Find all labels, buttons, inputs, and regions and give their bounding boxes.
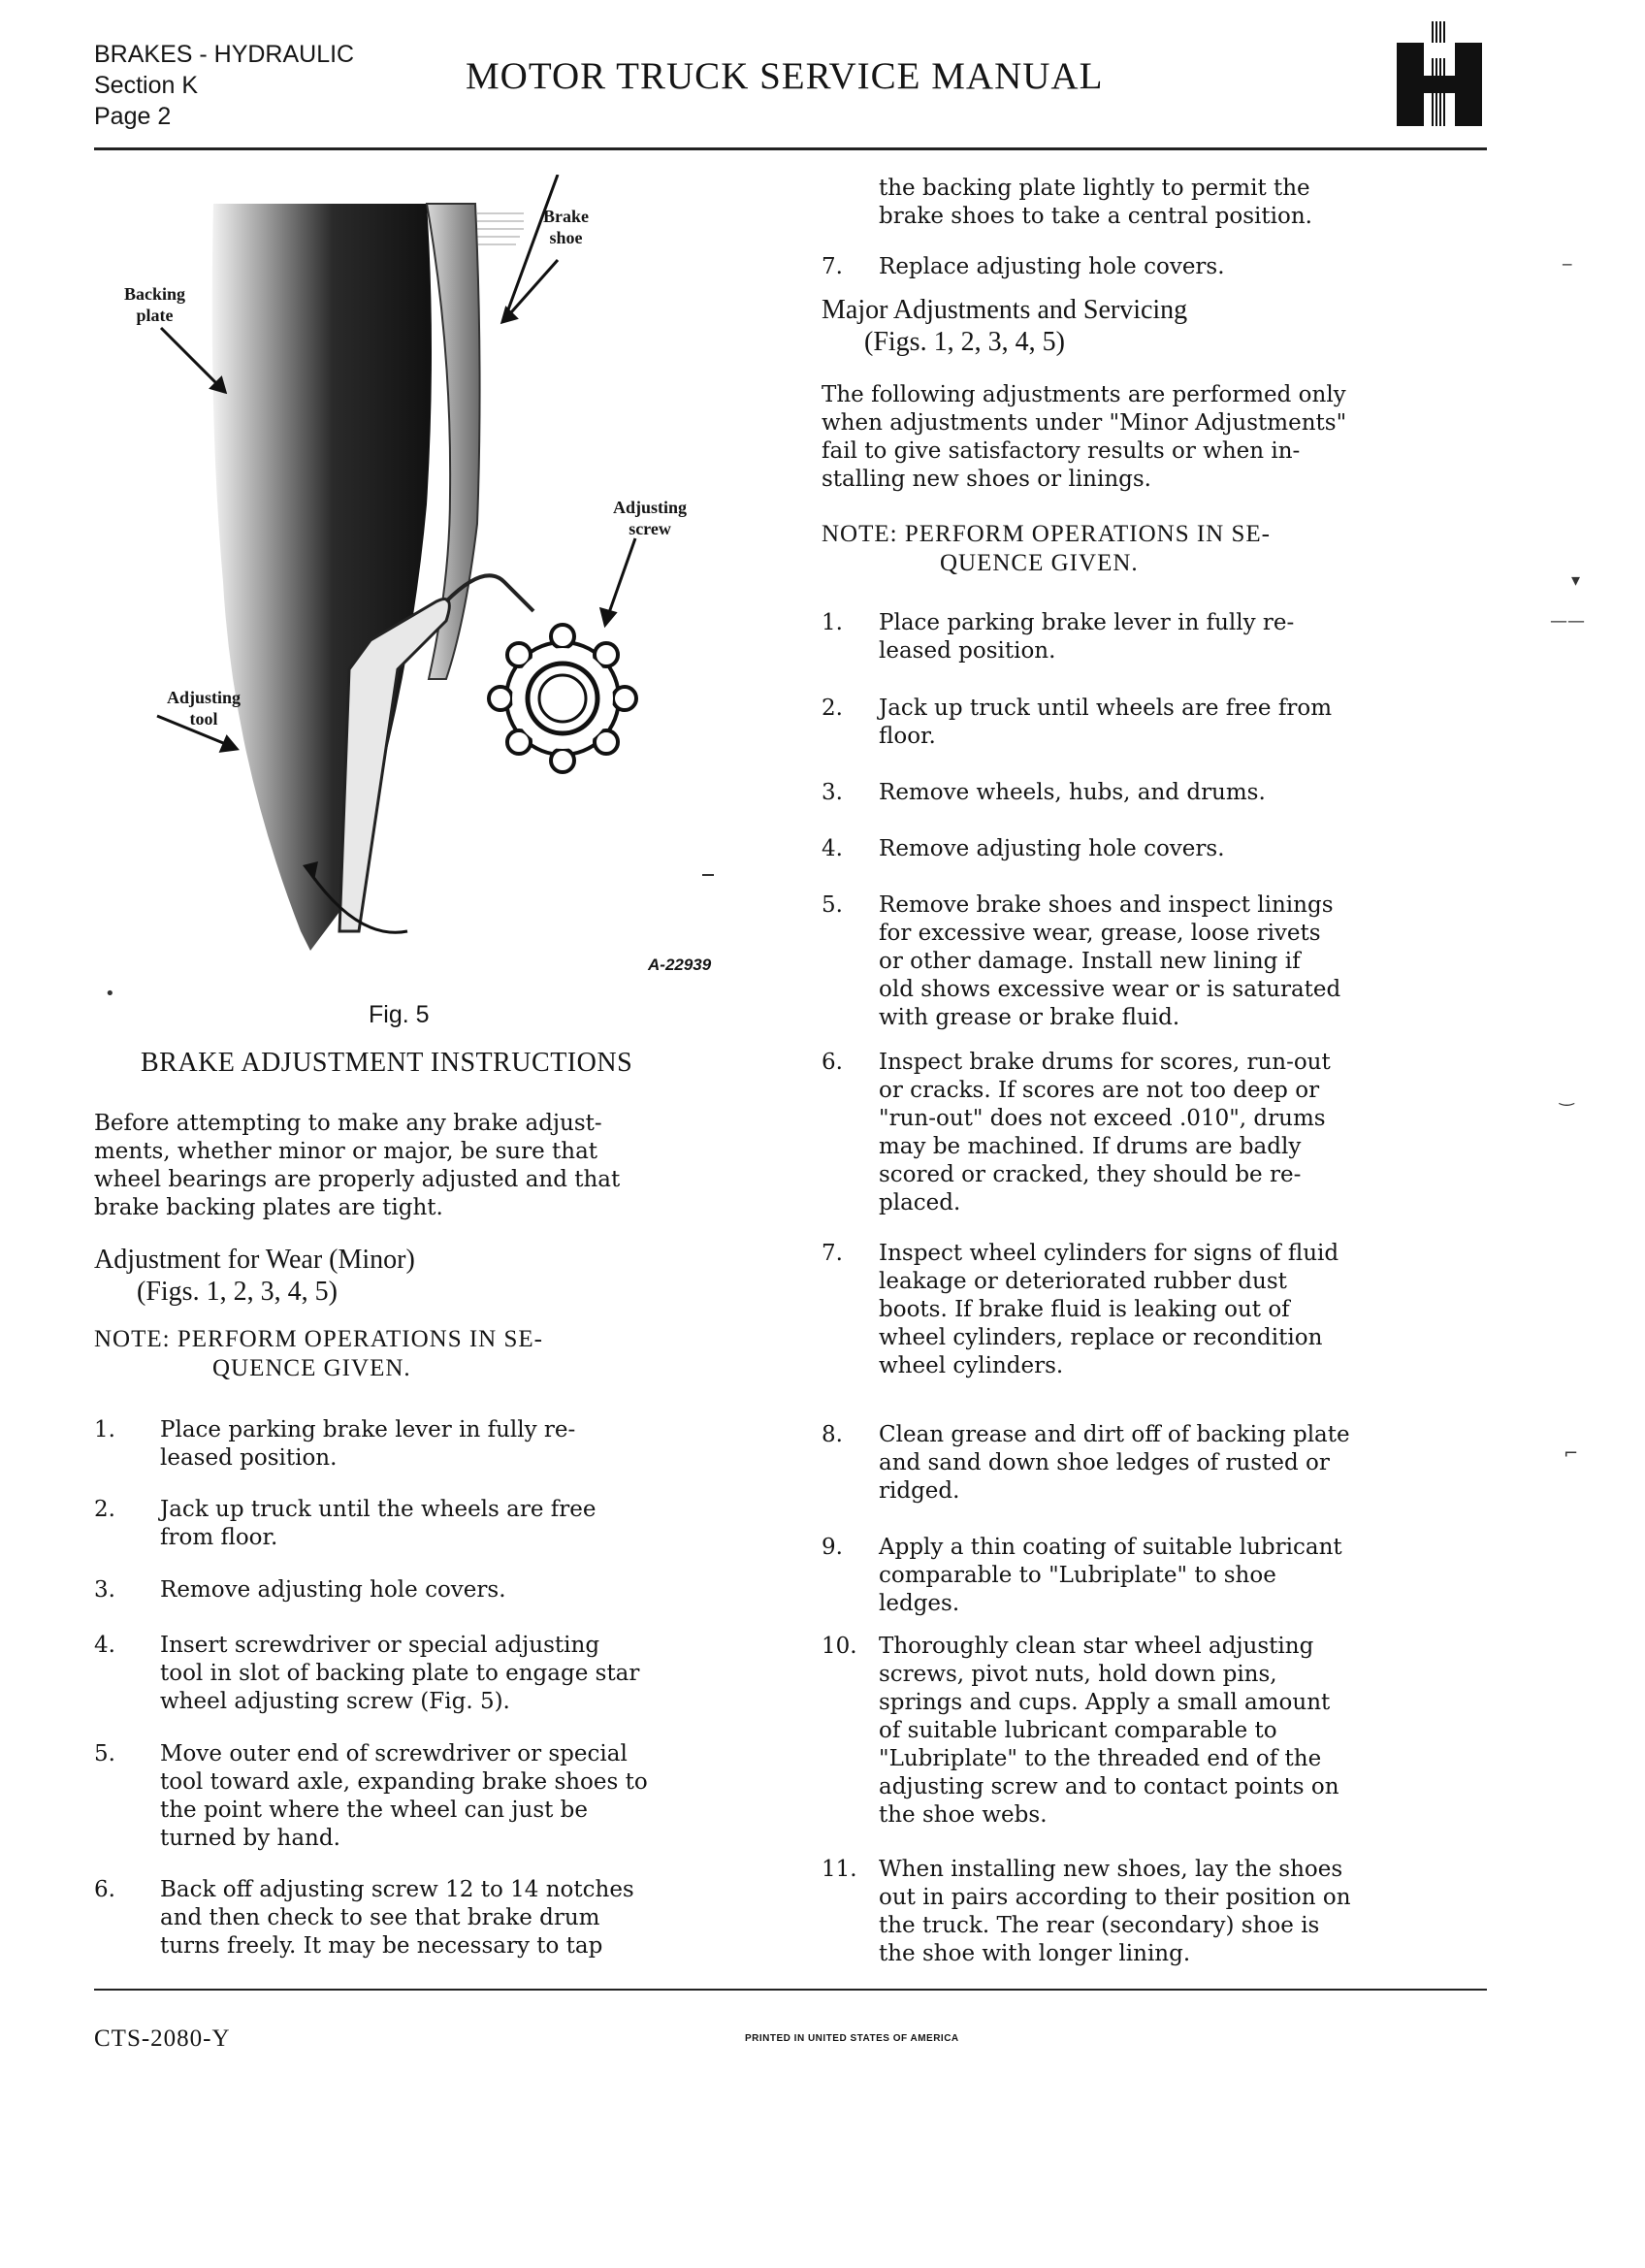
major-adjustment-subhead: Major Adjustments and Servicing (Figs. 1, 2, 3, 4, 5) (822, 295, 1188, 357)
step-line: from floor. (160, 1525, 278, 1550)
step-line: Jack up truck until wheels are free from (879, 696, 1333, 721)
right-continuation: the backing plate lightly to permit the brake shoes to take a central position. (879, 176, 1312, 229)
step-line: and then check to see that brake drum (160, 1905, 600, 1930)
step-text (879, 779, 1266, 807)
step-line: leased position. (879, 638, 1056, 664)
step-number: 2. (94, 1497, 115, 1522)
step-line: the truck. The rear (secondary) shoe is (879, 1913, 1320, 1938)
step-text (879, 609, 1294, 665)
step-line: or other damage. Install new lining if (879, 949, 1301, 974)
left-intro: Before attempting to make any brake adjust- ments, whether minor or major, be sure that wheel bearings are properly adjusted and that brake backing plates are tight. (94, 1111, 621, 1220)
step-number: 1. (94, 1417, 115, 1442)
step-line: Place parking brake lever in fully re- (879, 610, 1295, 635)
step-line: Clean grease and dirt off of backing plate (879, 1422, 1350, 1447)
step-line: "run-out" does not exceed .010", drums (879, 1106, 1326, 1131)
printed-in-notice: PRINTED IN UNITED STATES OF AMERICA (745, 2033, 959, 2044)
step-text (879, 1856, 1351, 1968)
margin-mark: ⌐ (1564, 1443, 1579, 1464)
step-text: Replace adjusting hole covers. (879, 254, 1225, 279)
step-line: Remove adjusting hole covers. (160, 1577, 506, 1603)
step-number: 7. (822, 254, 843, 279)
right-intro: The following adjustments are performed only when adjustments under "Minor Adjustments" fail to give satisfactory results or when in- stalling new shoes or linings. (822, 382, 1347, 492)
right-note: NOTE: PERFORM OPERATIONS IN SE- QUENCE GIVEN. (822, 521, 1271, 576)
step-text (160, 1876, 634, 1960)
right-steps (822, 609, 1500, 1967)
callout-backing-plate: Backing plate (124, 284, 186, 325)
page-title: MOTOR TRUCK SERVICE MANUAL (466, 55, 1104, 97)
margin-mark: ▾ (1571, 570, 1581, 591)
section-line-2: Section K (94, 72, 199, 99)
step-line: Inspect wheel cylinders for signs of fluid (879, 1241, 1339, 1266)
callout-adjusting-tool: Adjusting tool (167, 688, 242, 729)
step-line: or cracks. If scores are not too deep or (879, 1078, 1320, 1103)
step-text (879, 1049, 1331, 1217)
step-line: wheel cylinders, replace or recondition (879, 1325, 1323, 1350)
step-line: floor. (879, 724, 936, 749)
step-text (160, 1576, 506, 1604)
step-line: tool in slot of backing plate to engage star (160, 1661, 640, 1686)
step-line: springs and cups. Apply a small amount (879, 1690, 1331, 1715)
step-number: 9. (822, 1535, 843, 1560)
step-text (160, 1740, 648, 1853)
left-steps (94, 1416, 773, 1969)
step-line: Remove adjusting hole covers. (879, 836, 1225, 861)
step-text (160, 1632, 639, 1716)
step-line: boots. If brake fluid is leaking out of (879, 1297, 1290, 1322)
stray-mark: • (105, 984, 115, 1004)
header-rule (94, 147, 1487, 150)
step-text (879, 1633, 1339, 1830)
figure-code: A-22939 (648, 956, 712, 974)
step-number: 6. (822, 1050, 843, 1075)
step-line: Inspect brake drums for scores, run-out (879, 1050, 1331, 1075)
step-line: turned by hand. (160, 1826, 340, 1851)
step-line: the shoe webs. (879, 1802, 1048, 1828)
figure-caption: Fig. 5 (369, 1001, 430, 1028)
step-line: leased position. (160, 1445, 338, 1471)
step-line: the point where the wheel can just be (160, 1798, 589, 1823)
backing-plate-shape (212, 204, 432, 951)
brake-adjustment-heading: BRAKE ADJUSTMENT INSTRUCTIONS (141, 1048, 633, 1078)
step-line: When installing new shoes, lay the shoes (879, 1857, 1343, 1882)
step-text (879, 695, 1332, 751)
step-number: 5. (94, 1741, 115, 1766)
step-number: 2. (822, 696, 843, 721)
section-label (94, 39, 354, 132)
step-line: screws, pivot nuts, hold down pins, (879, 1662, 1277, 1687)
step-number: 10. (822, 1634, 857, 1659)
step-number: 1. (822, 610, 843, 635)
step-line: scored or cracked, they should be re- (879, 1162, 1302, 1187)
right-step-7-top (822, 253, 1500, 281)
step-line: comparable to "Lubriplate" to shoe (879, 1563, 1276, 1588)
step-line: Insert screwdriver or special adjusting (160, 1633, 600, 1658)
callout-adjusting-screw: Adjusting screw (613, 498, 688, 538)
minor-adjustment-subhead: Adjustment for Wear (Minor) (Figs. 1, 2, 3, 4, 5) (94, 1245, 415, 1307)
step-number: 6. (94, 1877, 115, 1902)
step-number: 4. (94, 1633, 115, 1658)
step-line: tool toward axle, expanding brake shoes to (160, 1769, 648, 1795)
step-line: wheel cylinders. (879, 1353, 1064, 1378)
step-line: leakage or deteriorated rubber dust (879, 1269, 1287, 1294)
step-line: Place parking brake lever in fully re- (160, 1417, 576, 1442)
step-line: for excessive wear, grease, loose rivets (879, 921, 1321, 946)
step-text (879, 891, 1340, 1032)
brake-adjustment-figure (116, 175, 737, 1028)
step-line: placed. (879, 1190, 961, 1215)
step-line: Back off adjusting screw 12 to 14 notches (160, 1877, 634, 1902)
step-number: 5. (822, 892, 843, 918)
callout-brake-shoe: Brake shoe (543, 207, 589, 247)
step-number: 8. (822, 1422, 843, 1447)
step-text (879, 835, 1225, 863)
step-text (879, 1534, 1342, 1618)
step-line: and sand down shoe ledges of rusted or (879, 1450, 1330, 1475)
step-number: 4. (822, 836, 843, 861)
step-line: with grease or brake fluid. (879, 1005, 1180, 1030)
star-wheel-adjusting-screw (489, 625, 636, 772)
section-line-3: Page 2 (94, 103, 172, 130)
margin-mark: ‒ (1562, 254, 1573, 275)
step-number: 3. (822, 780, 843, 805)
step-line: Remove brake shoes and inspect linings (879, 892, 1334, 918)
step-number: 11. (822, 1857, 857, 1882)
step-line: ledges. (879, 1591, 960, 1616)
footer-rule (94, 1989, 1487, 1991)
step-text (879, 1421, 1350, 1506)
step-line: ridged. (879, 1478, 960, 1504)
margin-mark: ‿ (1560, 1086, 1574, 1107)
step-number: 7. (822, 1241, 843, 1266)
step-line: "Lubriplate" to the threaded end of the (879, 1746, 1322, 1771)
step-line: Remove wheels, hubs, and drums. (879, 780, 1266, 805)
step-line: old shows excessive wear or is saturated (879, 977, 1341, 1002)
step-line: Thoroughly clean star wheel adjusting (879, 1634, 1314, 1659)
step-line: adjusting screw and to contact points on (879, 1774, 1339, 1799)
step-line: turns freely. It may be necessary to tap (160, 1933, 603, 1959)
step-text (160, 1416, 575, 1473)
step-line: out in pairs according to their position on (879, 1885, 1351, 1910)
step-text (160, 1496, 597, 1552)
margin-mark: —— (1550, 611, 1585, 632)
step-line: may be machined. If drums are badly (879, 1134, 1302, 1159)
step-line: Jack up truck until the wheels are free (160, 1497, 597, 1522)
step-text (879, 1240, 1339, 1380)
step-line: Move outer end of screwdriver or special (160, 1741, 628, 1766)
section-line-1: BRAKES - HYDRAULIC (94, 41, 355, 68)
step-line: Apply a thin coating of suitable lubricant (879, 1535, 1342, 1560)
step-line: of suitable lubricant comparable to (879, 1718, 1277, 1743)
left-note: NOTE: PERFORM OPERATIONS IN SE- QUENCE GIVEN. (94, 1326, 543, 1381)
step-number: 3. (94, 1577, 115, 1603)
step-line: the shoe with longer lining. (879, 1941, 1191, 1966)
step-line: wheel adjusting screw (Fig. 5). (160, 1689, 510, 1714)
document-code: CTS-2080-Y (94, 2025, 231, 2052)
ih-logo (1395, 21, 1484, 126)
